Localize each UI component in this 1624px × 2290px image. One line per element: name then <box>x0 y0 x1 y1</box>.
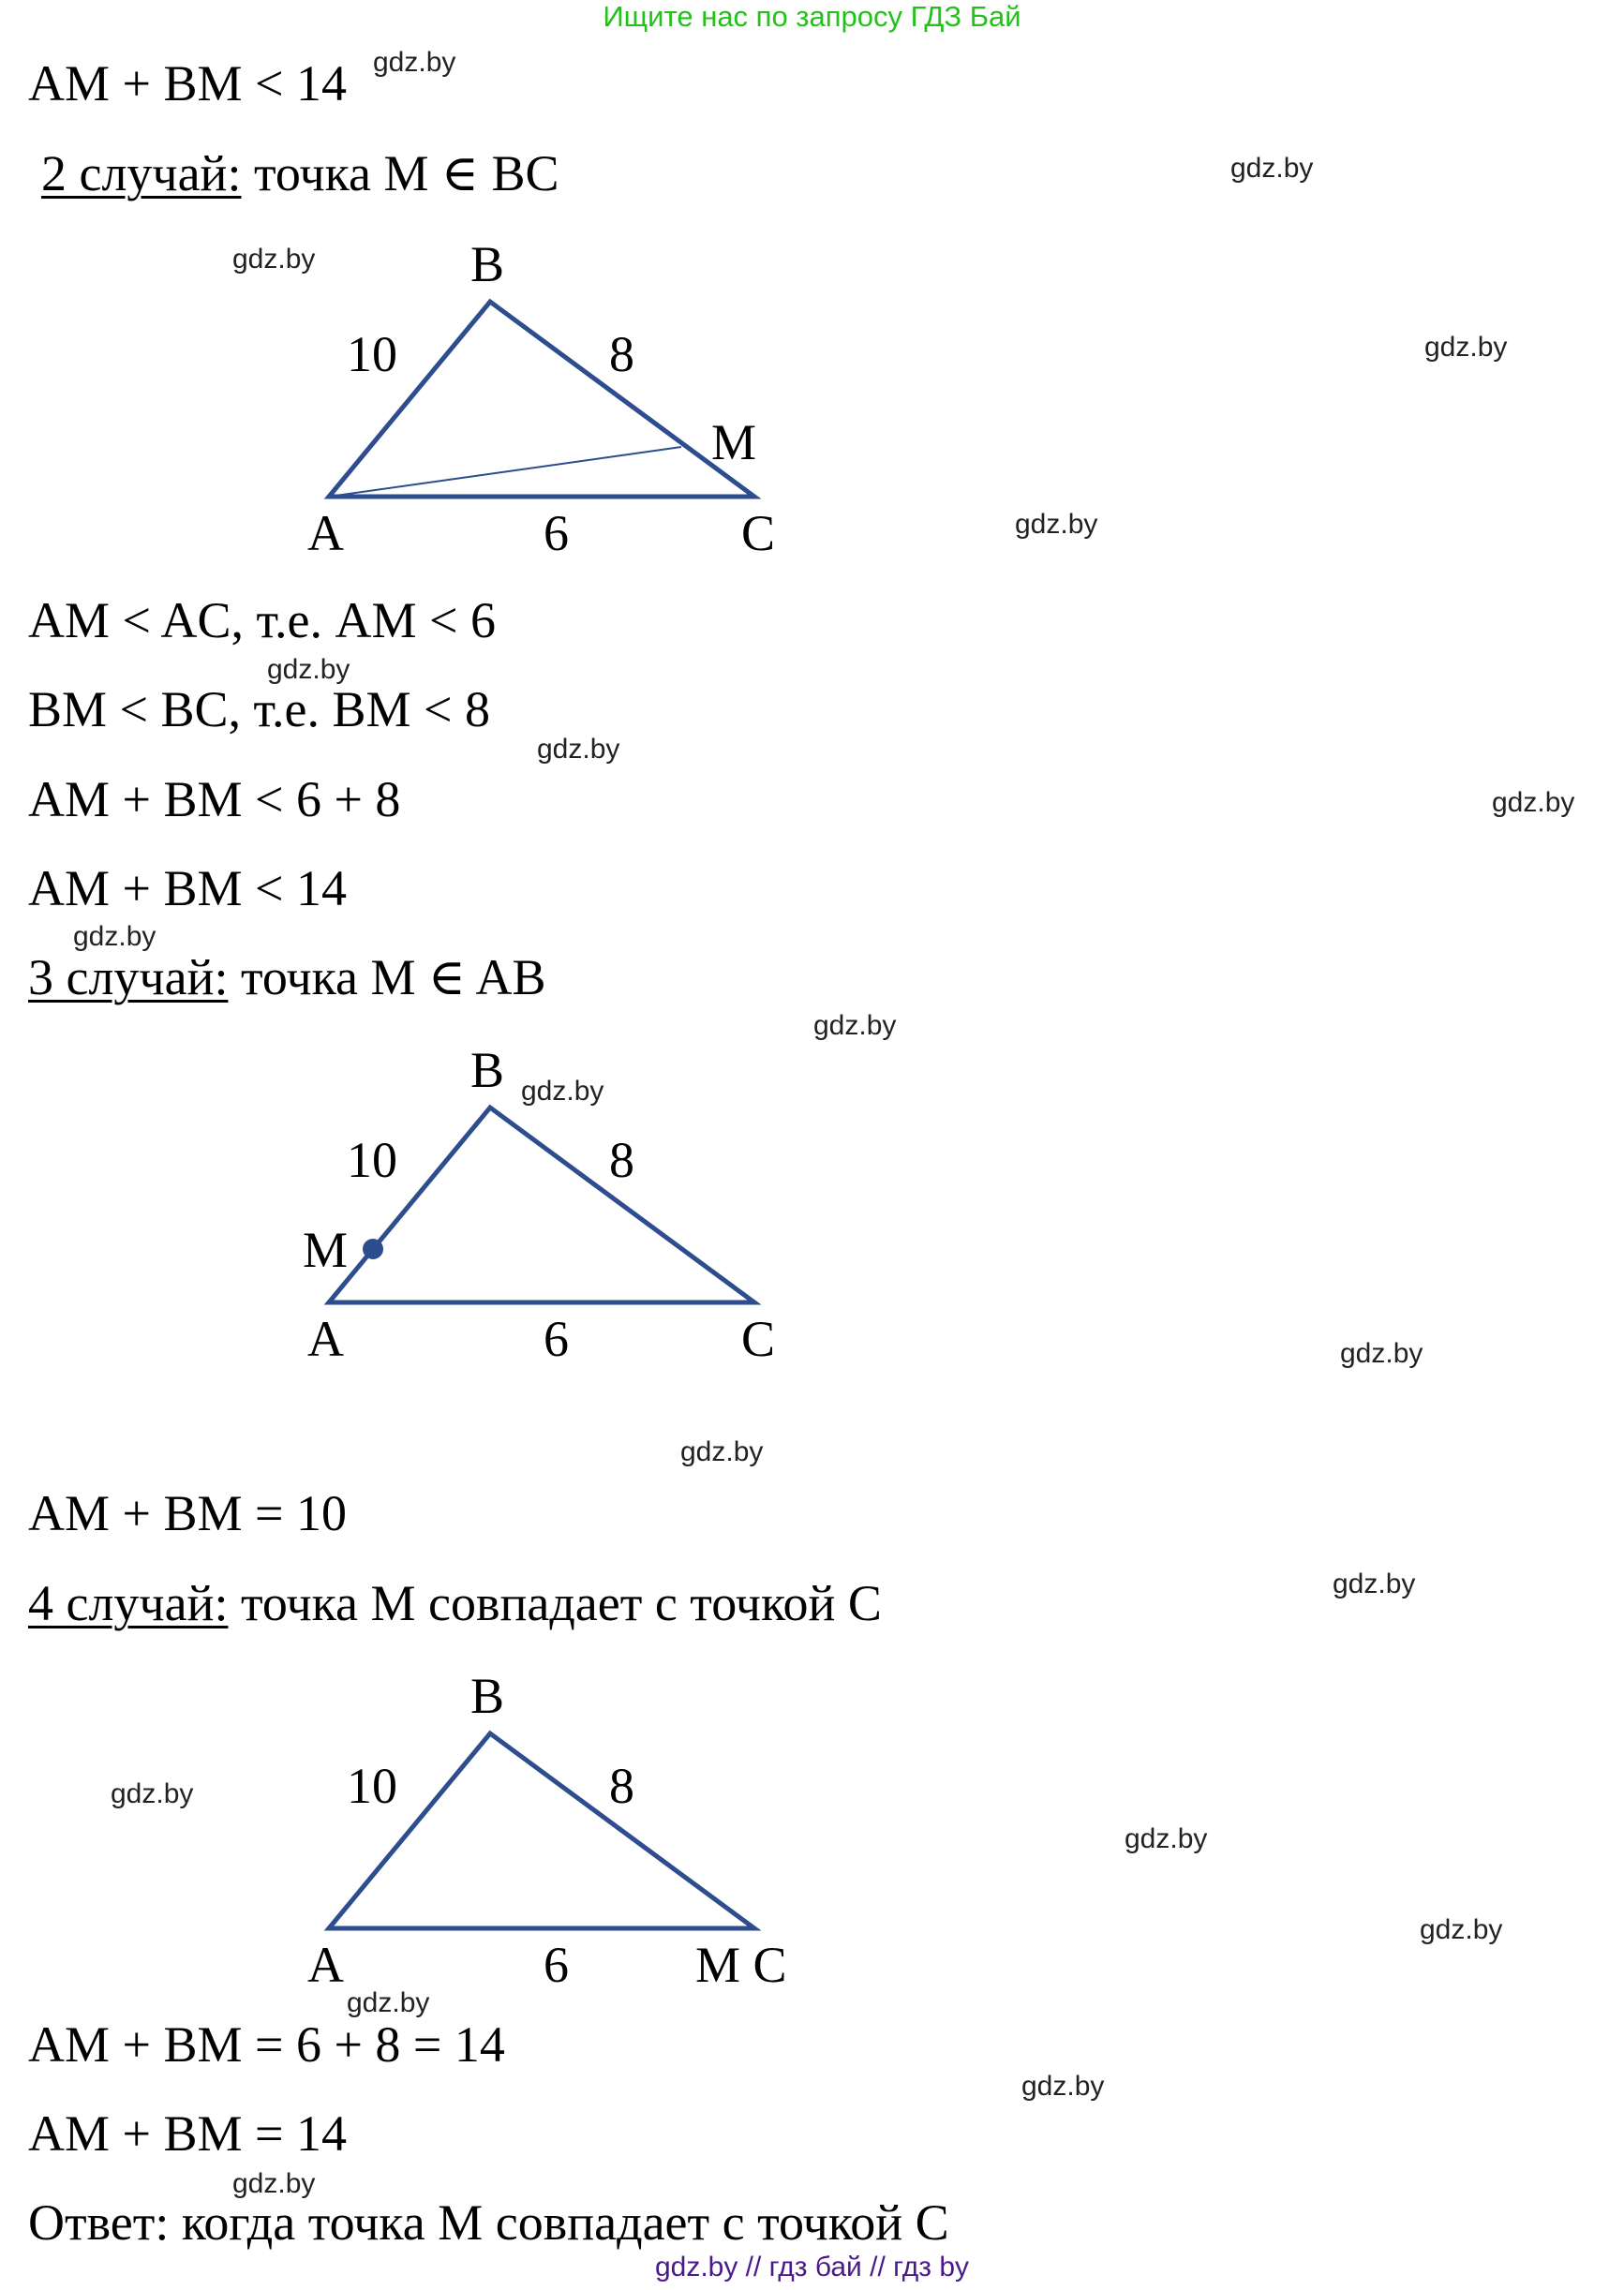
line-sum-eq-10: AM + BM = 10 <box>28 1485 347 1541</box>
watermark: gdz.by <box>1015 509 1098 540</box>
watermark: gdz.by <box>1340 1338 1423 1369</box>
search-banner[interactable]: Ищите нас по запросу ГДЗ Бай <box>603 0 1021 33</box>
side-bc-length: 8 <box>609 1132 634 1188</box>
point-m-label: M <box>711 414 757 470</box>
line-sum-lt-14-top: AM + BM < 14 <box>28 55 347 112</box>
side-ab-length: 10 <box>347 1132 397 1188</box>
watermark: gdz.by <box>1230 153 1314 184</box>
vertex-b-label: B <box>470 236 505 292</box>
case-2-label: 2 случай: <box>41 145 242 201</box>
vertex-a-label: A <box>307 505 344 561</box>
watermark: gdz.by <box>232 2168 316 2199</box>
segment-am-case-2 <box>329 447 681 497</box>
vertex-m-c-label: M C <box>695 1937 787 1993</box>
case-4-label: 4 случай: <box>28 1575 229 1631</box>
vertex-c-label: C <box>741 1311 776 1367</box>
case-3-text: точка M ∈ AB <box>228 949 546 1005</box>
vertex-b-label: B <box>470 1042 505 1098</box>
point-m-marker <box>363 1239 383 1259</box>
side-ac-length: 6 <box>544 1311 569 1367</box>
side-bc-length: 8 <box>609 326 634 382</box>
watermark: gdz.by <box>373 47 456 78</box>
watermark: gdz.by <box>1424 332 1508 363</box>
watermark: gdz.by <box>521 1076 604 1107</box>
watermark: gdz.by <box>813 1010 897 1041</box>
figure-case-4 <box>307 1668 787 1993</box>
vertex-a-label: A <box>307 1311 344 1367</box>
side-ac-length: 6 <box>544 1937 569 1993</box>
watermark: gdz.by <box>1021 2071 1105 2102</box>
line-sum-lt-6-plus-8: AM + BM < 6 + 8 <box>28 771 401 827</box>
watermark: gdz.by <box>1492 787 1575 818</box>
vertex-b-label: B <box>470 1668 505 1724</box>
answer-line: Ответ: когда точка M совпадает с точкой C <box>28 2194 949 2251</box>
watermark: gdz.by <box>232 244 316 275</box>
side-ab-length: 10 <box>347 1758 397 1814</box>
watermark: gdz.by <box>1125 1823 1208 1854</box>
watermark: gdz.by <box>1420 1914 1503 1945</box>
point-m-label: M <box>303 1222 349 1278</box>
footer-links[interactable]: gdz.by // гдз бай // гдз by <box>654 2252 970 2283</box>
case-3-label: 3 случай: <box>28 949 229 1005</box>
side-ac-length: 6 <box>544 505 569 561</box>
line-sum-lt-14: AM + BM < 14 <box>28 860 347 916</box>
vertex-a-label: A <box>307 1937 344 1993</box>
watermark: gdz.by <box>111 1778 194 1809</box>
watermark: gdz.by <box>680 1436 764 1467</box>
side-bc-length: 8 <box>609 1758 634 1814</box>
watermark: gdz.by <box>347 1987 430 2018</box>
watermark: gdz.by <box>1333 1569 1416 1599</box>
case-4-text: точка M совпадает с точкой C <box>228 1575 882 1631</box>
line-am-lt-ac: AM < AC, т.е. AM < 6 <box>28 592 496 648</box>
watermark: gdz.by <box>537 734 620 765</box>
vertex-c-label: C <box>741 505 776 561</box>
figure-case-2 <box>307 236 775 561</box>
watermark: gdz.by <box>73 921 156 952</box>
watermark: gdz.by <box>267 654 350 685</box>
line-sum-eq-14: AM + BM = 14 <box>28 2105 347 2162</box>
line-sum-eq-6-plus-8-eq-14: AM + BM = 6 + 8 = 14 <box>28 2016 505 2073</box>
case-2-text: точка M ∈ BC <box>241 145 559 201</box>
side-ab-length: 10 <box>347 326 397 382</box>
line-bm-lt-bc: BM < BC, т.е. BM < 8 <box>28 681 491 737</box>
